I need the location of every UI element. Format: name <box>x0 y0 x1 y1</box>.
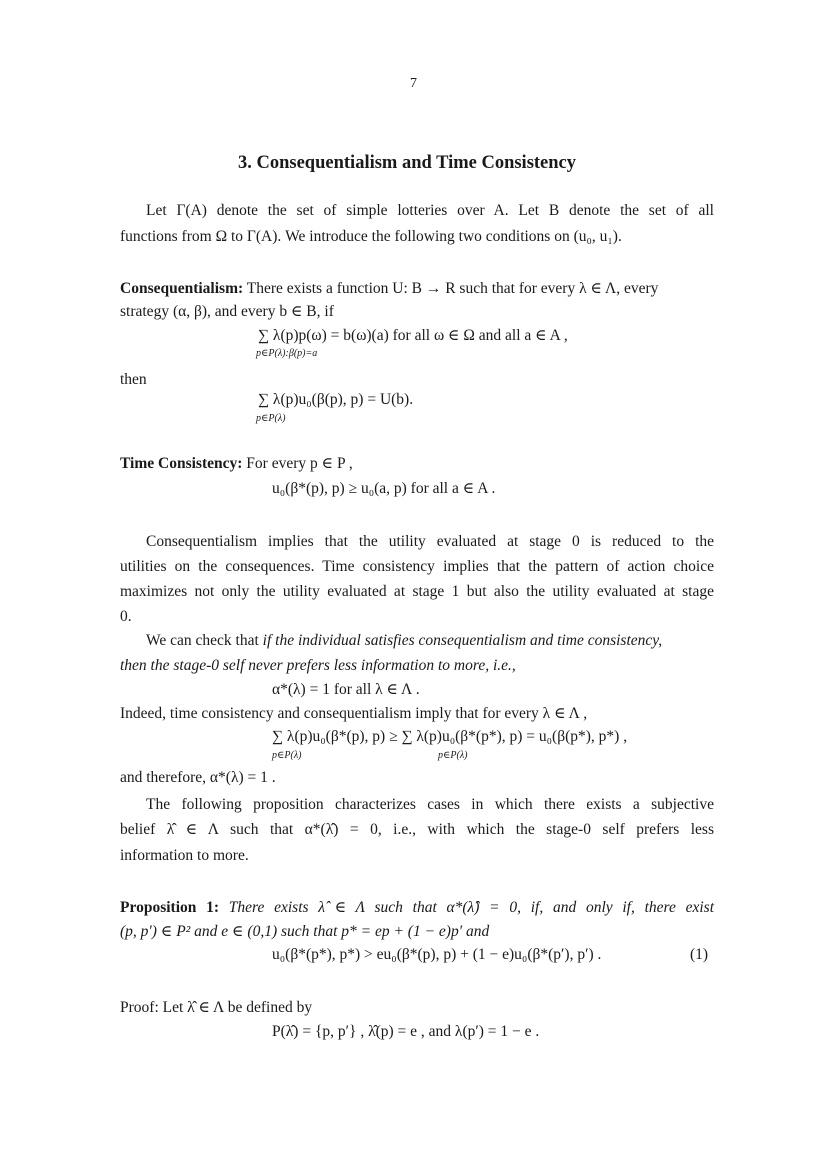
paragraph-2-line-2: then the stage-0 self never prefers less information to more, i.e., <box>120 657 516 674</box>
section-title: 3. Consequentialism and Time Consistency <box>238 153 577 173</box>
proof-line-1: Proof: Let λ̂ ∈ Λ be defined by <box>120 999 313 1016</box>
paragraph-2-formula-2: ∑ λ(p)u₀(β*(p), p) ≥ ∑ λ(p)u₀(β*(p*), p) = u₀(β(p*), p*) , <box>272 728 628 745</box>
proposition-statement-1: There exists λ̂ ∈ Λ such that α*(λ̂) = 0, if, and only if, there exist <box>228 899 715 916</box>
equation-number: (1) <box>690 946 709 963</box>
consequentialism-formula-2: ∑ λ(p)u₀(β(p), p) = U(b). <box>258 391 414 408</box>
proposition-line-1 <box>120 898 714 918</box>
proof-formula: P(λ̂) = {p, p′} , λ̂(p) = e , and λ(p′) = 1 − e . <box>272 1023 540 1040</box>
page-number: 7 <box>410 76 417 91</box>
proposition-label: Proposition 1: <box>120 899 220 916</box>
intro-line-1: Let Γ(A) denote the set of simple lotteries over A. Let B denote the set of all <box>146 202 714 219</box>
paragraph-2-line-3: Indeed, time consistency and consequentialism imply that for every λ ∈ Λ , <box>120 705 588 722</box>
paragraph-2-line-1 <box>146 631 714 651</box>
paragraph-2-line-1-plain: We can check that <box>146 632 263 649</box>
time-consistency-label: Time Consistency: <box>120 455 243 472</box>
consequentialism-definition <box>120 279 714 299</box>
paragraph-2-formula-2-subscript-1: p∈P(λ) <box>272 750 302 761</box>
paragraph-3-line-2: belief λ̂ ∈ Λ such that α*(λ̂) = 0, i.e., with which the stage-0 self prefers less <box>120 821 714 838</box>
consequentialism-formula-1: ∑ λ(p)p(ω) = b(ω)(a) for all ω ∈ Ω and all a ∈ A , <box>258 327 568 344</box>
proposition-formula: u₀(β*(p*), p*) > eu₀(β*(p), p) + (1 − e)u₀(β*(p′), p′) . <box>272 946 602 963</box>
consequentialism-formula-2-subscript: p∈P(λ) <box>256 413 286 424</box>
paragraph-1-line-4: 0. <box>120 608 132 625</box>
proposition-line-2: (p, p′) ∈ P² and e ∈ (0,1) such that p* = ep + (1 − e)p′ and <box>120 923 490 940</box>
paragraph-2-line-4: and therefore, α*(λ) = 1 . <box>120 769 276 786</box>
consequentialism-line-2: strategy (α, β), and every b ∈ B, if <box>120 303 334 320</box>
time-consistency-definition <box>120 454 714 474</box>
paragraph-2-line-1-italic: if the individual satisfies consequentialism and time consistency, <box>262 632 663 649</box>
paragraph-2-formula-2-subscript-2: p∈P(λ) <box>438 750 468 761</box>
paragraph-1-line-1: Consequentialism implies that the utility evaluated at stage 0 is reduced to the <box>146 533 714 550</box>
paragraph-1-line-3: maximizes not only the utility evaluated at stage 1 but also the utility evaluated at stage <box>120 583 714 600</box>
consequentialism-formula-1-subscript: p∈P(λ):β(p)=a <box>256 348 318 359</box>
consequentialism-line-1: There exists a function U: B → R such that for every λ ∈ Λ, every <box>246 280 659 297</box>
paragraph-3-line-3: information to more. <box>120 847 249 864</box>
consequentialism-label: Consequentialism: <box>120 280 244 297</box>
intro-line-2: functions from Ω to Γ(A). We introduce the following two conditions on (u₀, u₁). <box>120 228 622 245</box>
paragraph-3-line-1: The following proposition characterizes cases in which there exists a subjective <box>146 796 714 813</box>
time-consistency-line-1: For every p ∈ P , <box>246 455 353 472</box>
paragraph-2-formula: α*(λ) = 1 for all λ ∈ Λ . <box>272 681 420 698</box>
paragraph-1-line-2: utilities on the consequences. Time consistency implies that the pattern of action choice <box>120 558 714 575</box>
time-consistency-formula: u₀(β*(p), p) ≥ u₀(a, p) for all a ∈ A . <box>272 480 496 497</box>
then-word: then <box>120 371 147 388</box>
